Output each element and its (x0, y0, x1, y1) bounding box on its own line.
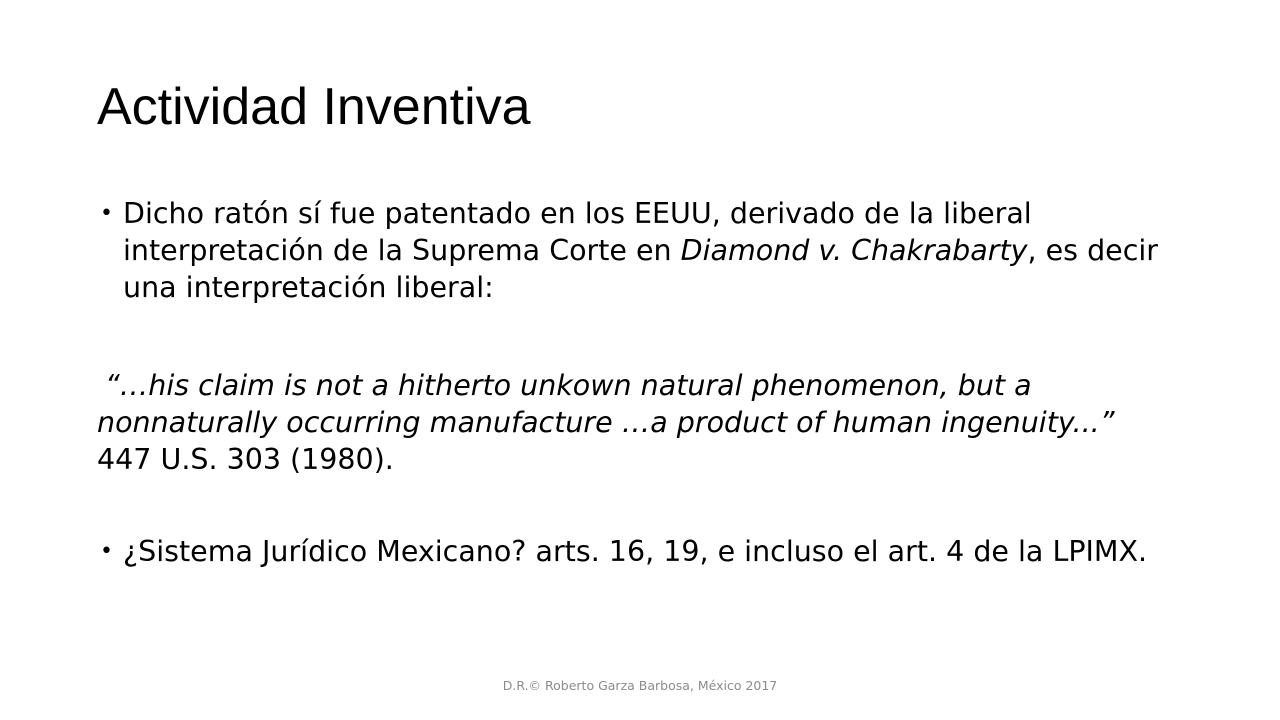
case-name: Diamond v. Chakrabarty (680, 234, 1028, 267)
bullet-item-patent (97, 195, 1177, 306)
quote-line-1: “…his claim is not a hitherto unkown natural phenomenon, but a (105, 369, 1032, 402)
quote-citation: 447 U.S. 303 (1980). (97, 443, 394, 476)
quote-block (97, 367, 1197, 478)
quote-line-2: nonnaturally occurring manufacture …a product of human ingenuity...” (97, 406, 1115, 439)
bullet-icon: • (100, 539, 113, 564)
bullet-text: ¿Sistema Jurídico Mexicano? arts. 16, 19, e incluso el art. 4 de la LPIMX. (123, 535, 1148, 568)
slide-title: Actividad Inventiva (97, 78, 531, 136)
bullet-item-mexico (97, 533, 1177, 570)
bullet-text-after: , es decir una interpretación liberal: (123, 234, 1159, 304)
slide-footer: D.R.© Roberto Garza Barbosa, México 2017 (502, 678, 778, 693)
bullet-text-before: Dicho ratón sí fue patentado en los EEUU, derivado de la liberal interpretación de la Suprema Corte en (123, 197, 1032, 267)
bullet-icon: • (100, 201, 113, 226)
